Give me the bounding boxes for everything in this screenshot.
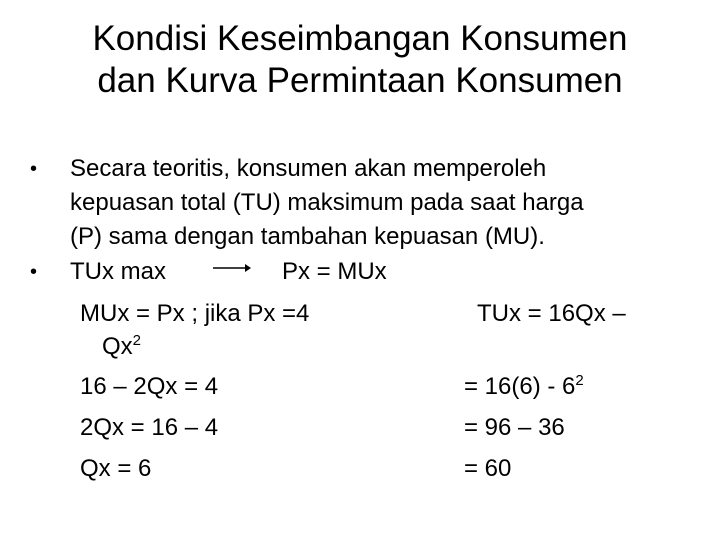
implies-arrow-icon	[213, 262, 251, 274]
left-row-2-base: Qx	[102, 333, 133, 360]
right-row-5: = 60	[464, 455, 512, 482]
slide-title-line-2: dan Kurva Permintaan Konsumen	[97, 61, 623, 100]
right-row-3-base: = 16(6) - 6	[464, 373, 576, 400]
right-row-3	[464, 373, 584, 404]
bullet-2-right-text: Px = MUx	[282, 258, 387, 285]
bullet-1-line-2: kepuasan total (TU) maksimum pada saat harga	[70, 189, 584, 216]
bullet-2-left-text: TUx max	[70, 258, 166, 285]
bullet-marker-1: •	[30, 158, 38, 180]
left-row-4: 2Qx = 16 – 4	[80, 414, 219, 441]
left-row-1: MUx = Px ; jika Px =4	[80, 300, 310, 327]
left-row-5: Qx = 6	[80, 455, 152, 482]
right-row-1: TUx = 16Qx –	[477, 300, 626, 327]
left-row-2	[102, 333, 141, 364]
slide-title	[0, 18, 720, 102]
right-row-3-superscript: 2	[575, 372, 584, 389]
left-row-2-superscript: 2	[132, 332, 142, 349]
bullet-1-line-3: (P) sama dengan tambahan kepuasan (MU).	[70, 223, 545, 250]
slide-title-line-1: Kondisi Keseimbangan Konsumen	[92, 19, 628, 58]
bullet-1-line-1: Secara teoritis, konsumen akan memperoleh	[70, 155, 547, 182]
bullet-marker-2: •	[30, 261, 38, 283]
left-row-3: 16 – 2Qx = 4	[80, 373, 219, 400]
right-row-4: = 96 – 36	[464, 414, 565, 441]
